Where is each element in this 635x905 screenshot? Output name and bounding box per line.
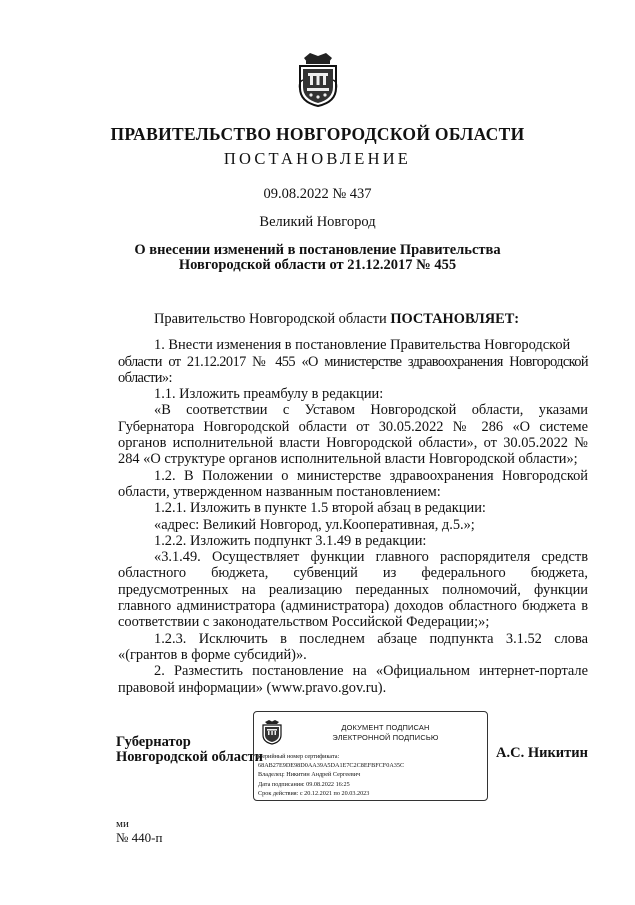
title-line: Новгородской области от 21.12.2017 № 455 <box>178 257 457 273</box>
paragraph-1-2-2: 1.2.2. Изложить подпункт 3.1.49 в редакции: <box>154 532 427 549</box>
lead-paragraph <box>118 311 588 327</box>
stamp-title-line: ЭЛЕКТРОННОЙ ПОДПИСЬЮ <box>332 732 439 742</box>
coat-of-arms-icon <box>261 719 283 745</box>
stamp-line: Срок действия: с 20.12.2021 по 20.03.2023 <box>258 789 370 797</box>
electronic-signature-stamp <box>253 711 488 801</box>
lead-text: Правительство Новгородской области <box>154 311 391 327</box>
document-code <box>116 818 162 844</box>
stamp-title <box>288 723 483 742</box>
paragraph-1-cont: области от 21.12.2017 № 455 «О министерстве здравоохранения Новгородской области»: <box>118 353 588 386</box>
organization-name: ПРАВИТЕЛЬСТВО НОВГОРОДСКОЙ ОБЛАСТИ <box>110 124 525 144</box>
paragraph-2: 2. Разместить постановление на «Официальном интернет-портале правовой информации» (www.pravo.gov.ru). <box>118 663 588 696</box>
stamp-details <box>258 752 486 798</box>
executor-initials: ми <box>116 818 129 830</box>
doc-number: № 440-п <box>116 830 163 845</box>
date-number: 09.08.2022 № 437 <box>263 186 372 202</box>
paragraph-1-1: 1.1. Изложить преамбулу в редакции: <box>154 386 384 403</box>
stamp-line: 68AB27E9DE98D0AA39A5DA1E7C2C8EFBFCF0A35C <box>258 762 405 770</box>
paragraph-1-2-3: 1.2.3. Исключить в последнем абзаце подпункта 3.1.52 слова «(грантов в форме субсидий)». <box>118 630 588 663</box>
document-title <box>0 243 635 273</box>
coat-of-arms-icon <box>296 50 340 108</box>
paragraph-1-2: 1.2. В Положении о министерстве здравоохранения Новгородской области, утвержденном названным постановлением: <box>118 467 588 500</box>
document-type: ПОСТАНОВЛЕНИЕ <box>223 149 412 168</box>
stamp-line: Серийный номер сертификата: <box>258 753 340 760</box>
signatory-position <box>116 735 263 765</box>
position-line: Губернатор <box>116 734 191 750</box>
document-body <box>118 311 588 696</box>
stamp-line: Владелец: Никитин Андрей Сергеевич <box>258 771 361 779</box>
title-line: О внесении изменений в постановление Правительства <box>134 242 501 258</box>
paragraph-preamble: «В соответствии с Уставом Новгородской области, указами Губернатора Новгородской области от 30.05.2022 № 286 «О системе органов исполнительной власти Новгородской области», от 30.05.2022 № 284 «О структуре органов исполнительной власти Новгородской области»; <box>118 402 588 468</box>
signatory-name: А.С. Никитин <box>496 745 588 761</box>
city: Великий Новгород <box>259 214 376 230</box>
position-line: Новгородской области <box>116 749 263 765</box>
paragraph-address: «адрес: Великий Новгород, ул.Кооперативная, д.5.»; <box>154 516 475 533</box>
paragraph-3-1-49: «3.1.49. Осуществляет функции главного распорядителя средств областного бюджета, субвенций из федерального бюджета, предусмотренных на реализацию переданных полномочий, функции главного администратора (администратора) доходов областного бюджета в соответствии с законодательством Российской Федерации;»; <box>118 549 588 631</box>
lead-bold: ПОСТАНОВЛЯЕТ: <box>390 311 520 327</box>
paragraph-1: 1. Внести изменения в постановление Правительства Новгородской <box>154 337 571 354</box>
stamp-line: Дата подписания: 09.08.2022 16:25 <box>258 780 350 788</box>
paragraph-1-2-1: 1.2.1. Изложить в пункте 1.5 второй абзац в редакции: <box>154 500 486 517</box>
stamp-title-line: ДОКУМЕНТ ПОДПИСАН <box>341 723 430 732</box>
